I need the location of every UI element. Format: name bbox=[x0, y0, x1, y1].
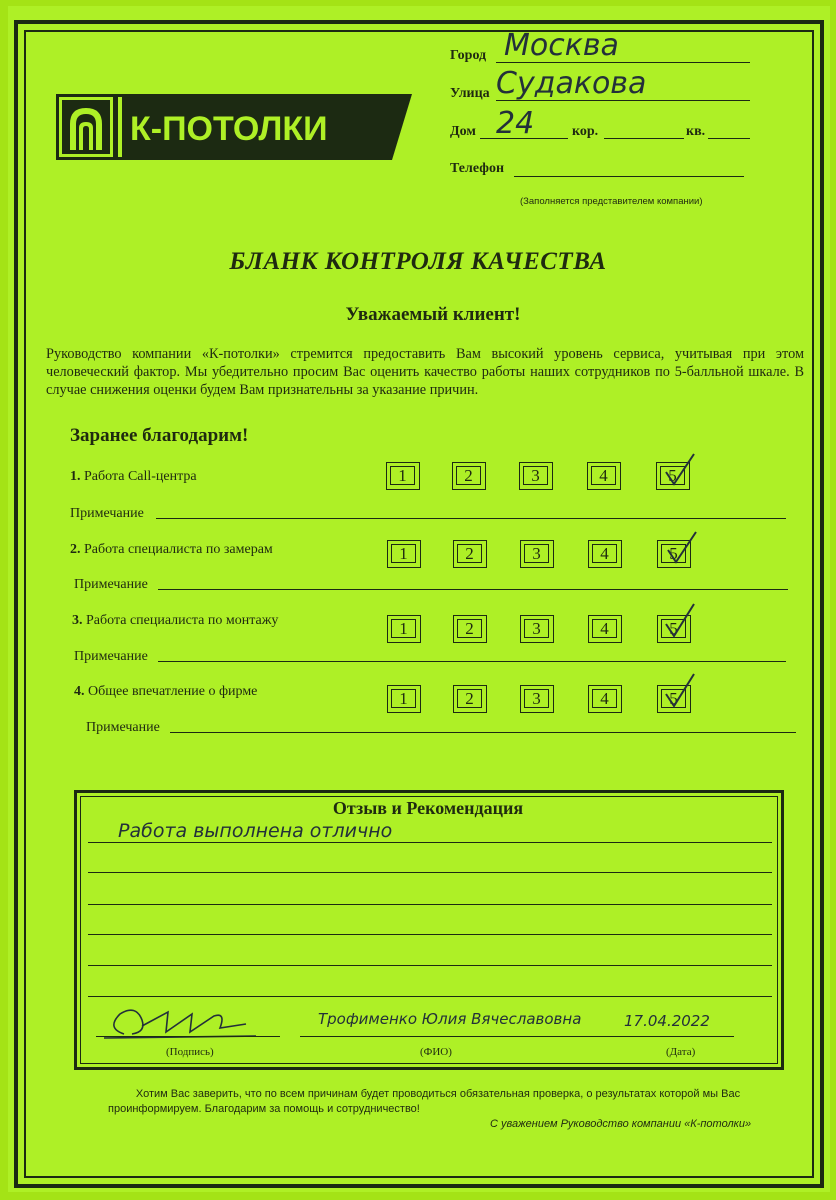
rating-box-q4-5[interactable]: 5 bbox=[657, 685, 691, 713]
address-note: (Заполняется представителем компании) bbox=[520, 196, 703, 207]
note-line-q2[interactable] bbox=[158, 589, 788, 590]
form-title: БЛАНК КОНТРОЛЯ КАЧЕСТВА bbox=[229, 248, 607, 275]
intro-text: Руководство компании «К-потолки» стремится предоставить Вам высокий уровень сервиса, учитывая при этом человеческий фактор. Мы убедительно просим Вас оценить качество работы наших сотрудников по 5-балльной шкале. В случае снижения оценки будем Вам признательны за указание причин. bbox=[46, 346, 804, 398]
question-1: 1. Работа Call-центра bbox=[70, 469, 197, 484]
rating-box-q4-3[interactable]: 3 bbox=[520, 685, 554, 713]
fio-line bbox=[300, 1036, 620, 1037]
question-4: 4. Общее впечатление о фирме bbox=[74, 684, 258, 699]
rating-box-q1-5[interactable]: 5 bbox=[656, 462, 690, 490]
building-label: кор. bbox=[572, 124, 599, 139]
city-value[interactable]: Москва bbox=[504, 28, 619, 63]
review-line-6 bbox=[88, 996, 772, 997]
thanks-text: Заранее благодарим! bbox=[70, 425, 249, 446]
rating-box-q2-3[interactable]: 3 bbox=[520, 540, 554, 568]
checkmark-q2-icon bbox=[662, 528, 702, 570]
review-line-1 bbox=[88, 842, 772, 843]
house-value[interactable]: 24 bbox=[496, 106, 535, 141]
rating-box-q4-4[interactable]: 4 bbox=[588, 685, 622, 713]
review-line-5 bbox=[88, 965, 772, 966]
rating-box-q1-4[interactable]: 4 bbox=[587, 462, 621, 490]
city-label: Город bbox=[450, 48, 487, 63]
rating-box-q4-2[interactable]: 2 bbox=[453, 685, 487, 713]
building-line bbox=[604, 138, 684, 139]
fio-caption: (ФИО) bbox=[420, 1046, 452, 1058]
rating-box-q2-2[interactable]: 2 bbox=[453, 540, 487, 568]
apartment-line bbox=[708, 138, 750, 139]
footer-line-2: проинформируем. Благодарим за помощь и сотрудничество! bbox=[108, 1103, 420, 1115]
phone-label: Телефон bbox=[450, 161, 505, 176]
note-line-q3[interactable] bbox=[158, 661, 786, 662]
company-logo bbox=[56, 94, 412, 160]
greeting: Уважаемый клиент! bbox=[345, 304, 521, 325]
signature-caption: (Подпись) bbox=[166, 1046, 214, 1058]
phone-line[interactable] bbox=[514, 176, 744, 177]
note-label-q2: Примечание bbox=[74, 577, 148, 592]
review-line-2 bbox=[88, 872, 772, 873]
street-label: Улица bbox=[450, 86, 490, 101]
checkmark-q3-icon bbox=[660, 600, 700, 644]
note-label-q1: Примечание bbox=[70, 506, 144, 521]
rating-box-q3-3[interactable]: 3 bbox=[520, 615, 554, 643]
rating-box-q2-4[interactable]: 4 bbox=[588, 540, 622, 568]
apartment-label: кв. bbox=[686, 124, 706, 139]
rating-box-q2-1[interactable]: 1 bbox=[387, 540, 421, 568]
review-text[interactable]: Работа выполнена отлично bbox=[118, 820, 393, 842]
rating-box-q1-1[interactable]: 1 bbox=[386, 462, 420, 490]
brand-name: К-ПОТОЛКИ bbox=[130, 110, 328, 148]
date-value[interactable]: 17.04.2022 bbox=[624, 1012, 710, 1030]
date-caption: (Дата) bbox=[666, 1046, 696, 1058]
footer-closing: С уважением Руководство компании «К-потолки» bbox=[490, 1118, 752, 1130]
note-line-q1[interactable] bbox=[156, 518, 786, 519]
signature-line[interactable] bbox=[96, 1036, 280, 1037]
rating-box-q3-2[interactable]: 2 bbox=[453, 615, 487, 643]
rating-box-q3-5[interactable]: 5 bbox=[657, 615, 691, 643]
question-2: 2. Работа специалиста по замерам bbox=[70, 542, 273, 557]
note-label-q3: Примечание bbox=[74, 649, 148, 664]
review-line-3 bbox=[88, 904, 772, 905]
rating-box-q3-1[interactable]: 1 bbox=[387, 615, 421, 643]
rating-box-q4-1[interactable]: 1 bbox=[387, 685, 421, 713]
checkmark-q1-icon bbox=[660, 450, 700, 492]
signature-icon bbox=[96, 998, 266, 1046]
question-3: 3. Работа специалиста по монтажу bbox=[72, 613, 279, 628]
rating-box-q2-5[interactable]: 5 bbox=[657, 540, 691, 568]
note-line-q4[interactable] bbox=[170, 732, 796, 733]
fio-value[interactable]: Трофименко Юлия Вячеславовна bbox=[318, 1010, 582, 1028]
house-label: Дом bbox=[450, 124, 476, 139]
street-value[interactable]: Судакова bbox=[496, 66, 647, 101]
checkmark-q4-icon bbox=[660, 670, 700, 714]
review-line-4 bbox=[88, 934, 772, 935]
note-label-q4: Примечание bbox=[86, 720, 160, 735]
rating-box-q1-2[interactable]: 2 bbox=[452, 462, 486, 490]
rating-box-q3-4[interactable]: 4 bbox=[588, 615, 622, 643]
rating-box-q1-3[interactable]: 3 bbox=[519, 462, 553, 490]
review-title: Отзыв и Рекомендация bbox=[332, 798, 524, 818]
footer-line-1: Хотим Вас заверить, что по всем причинам будет проводиться обязательная проверка, о результатах которой мы Вас bbox=[135, 1088, 741, 1100]
date-line bbox=[620, 1036, 734, 1037]
